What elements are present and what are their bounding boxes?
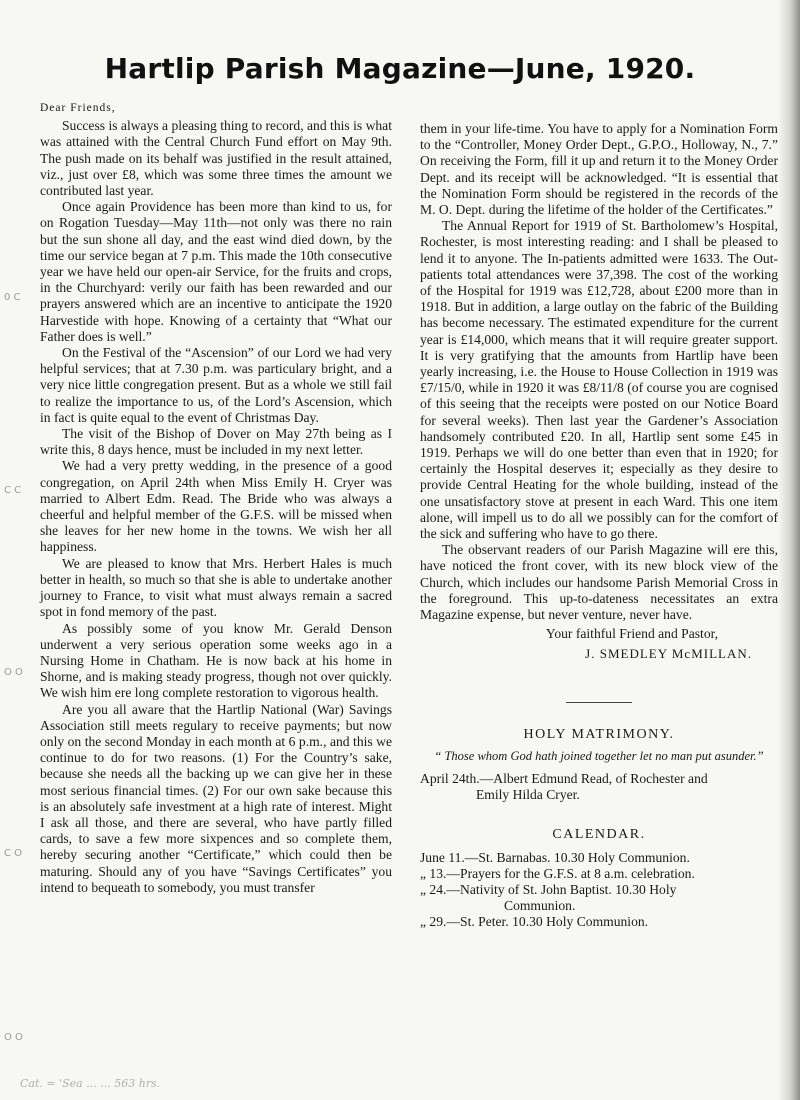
pencil-annotation: Cat. = 'Sea ... ... 563 hrs. [20,1077,161,1090]
signature: J. SMEDLEY McMILLAN. [585,645,752,661]
paragraph-mr-denson: As possibly some of you know Mr. Gerald Denson underwent a very serious operation some weeks ago in a Nursing Home in Chatham. He is now back at his home in Shorne, and is making steady progress, though not over quickly. We wish him ere long complete restoration to vigorous health. [40,620,392,701]
margin-mark: C O [4,848,23,859]
margin-mark: C C [4,485,22,496]
calendar-item-continued: Communion. [504,898,576,914]
matrimony-quote: “ Those whom God hath joined together let no man put asunder.” [434,748,764,763]
paragraph-front-cover: The observant readers of our Parish Magazine will ere this, have noticed the front cover, with its new block view of the Church, which includes our handsome Parish Memorial Cross in the foreground. This up-to-dateness necessitates an extra Magazine expense, but never venture, never have. [420,542,778,623]
closing-line: Your faithful Friend and Pastor, [545,626,718,642]
calendar-item: „ 24.—Nativity of St. John Baptist. 10.30 Holy [420,881,677,897]
calendar-item: „ 13.—Prayers for the G.F.S. at 8 a.m. celebration. [420,865,695,881]
paragraph-savings: Are you all aware that the Hartlip National (War) Savings Association still meets regulary to receive payments; but now only on the second Monday in each month at 6 p.m., and this we continue to do for two reasons. (1) For the Country’s sake, because she needs all the backing up we can give her in these most serious financial times. (2) For our own sake because this is an absolutely safe investment at a high rate of interest. Might I ask all those, and there are several, who have partly filled cards, to save a few more sixpences and so complete them, hereby securing another “Certificate,” which could then be maturing. Should any of you have “Savings Certificates” you intend to bequeath to somebody, you must transfer [40,701,392,895]
paragraph-rogation: Once again Providence has been more than kind to us, for on Rogation Tuesday—May 11th—not only was there no rain but the sun shone all day, and the east wind died down, by the time our service began at 7 p.m. This made the 10th consecutive year we have held our open-air Service, for the fruits and crops, in the Churchyard: verily our faith has been rewarded and our prayers answered which are an incentive to anticipate the 1920 Harvestide with hope. Knowing of a certainty that “What our Father does is well.” [40,199,392,344]
calendar-item: „ 29.—St. Peter. 10.30 Holy Communion. [420,914,649,930]
paragraph-wedding: We had a very pretty wedding, in the presence of a good congregation, on April 24th when Miss Emily H. Cryer was married to Albert Edm. Read. The Bride who was always a cheerful and helpful member of the G.F.S. will be missed when she leaves for her new home in the towns. We wish her all happiness. [40,458,392,555]
calendar-heading: CALENDAR. [552,827,646,843]
margin-mark: O O [4,667,23,678]
margin-mark: O O [4,1032,23,1043]
paragraph-mrs-hales: We are pleased to know that Mrs. Herbert Hales is much better in health, so much so that she is able to undertake another journey to France, to visit what must always remain a sacred spot in fond memory of the past. [40,555,392,620]
salutation: Dear Friends, [40,102,116,114]
page-edge-shadow [778,0,800,1100]
matrimony-entry-continued: Emily Hilda Cryer. [476,787,580,803]
matrimony-entry: April 24th.—Albert Edmund Read, of Rochester and [420,770,708,786]
paragraph-hospital-report: The Annual Report for 1919 of St. Bartholomew’s Hospital, Rochester, is most interesting reading: and I shall be pleased to lend it to anyone. The In-patients admitted were 1633. The Out-patients total attendances were 37,398. The cost of the working of the Hospital for 1919 was £12,728, about £200 more than in 1918. But in addition, a large outlay on the fabric of the Building has become necessary. The estimated expenditure for the current year is £14,000, which means that it will require greater support. It is very gratifying that the amounts from Hartlip have been yearly increasing, i.e. the House to House Collection in 1919 was £7/15/0, while in 1920 it was £8/11/8 (of course you are cognised of this seeing that the receipts were posted on our Notice Board for several weeks). Then last year the Gardener’s Association handsomely contributed £20. In all, Hartlip sent some £45 in 1919. Perhaps we will do one better than even that in 1920; for certainly the Hospital deserves it; especially as they desire to provide Central Heating for the whole building, instead of the one unsatisfactory stove at present in each Ward. This one item alone, will impell us to do all we possibly can for the comfort of the sick and suffering who have to go there. [420,218,778,542]
paragraph-bishop-visit: The visit of the Bishop of Dover on May 27th being as I write this, 8 days hence, must be included in my next letter. [40,426,392,458]
margin-mark: 0 C [4,292,21,303]
magazine-title: Hartlip Parish Magazine—June, 1920. [104,52,696,85]
section-divider [566,702,632,703]
paragraph-savings-continued: them in your life-time. You have to apply for a Nomination Form to the “Controller, Money Order Dept., G.P.O., Holloway, N., 7.” On receiving the Form, fill it up and return it to the Money Order Dept. and its receipt will be acknowledged. “It is essential that the Nomination Form should be registered in the records of the M. O. Dept. during the lifetime of the holder of the Certificates.” [420,121,778,218]
calendar-item: June 11.—St. Barnabas. 10.30 Holy Communion. [420,849,690,865]
paragraph-ascension: On the Festival of the “Ascension” of our Lord we had very helpful services; that at 7.30 p.m. was particulary bright, and a very nice little congregation present. But as a whole we still fail to realize the importance to us, of the Lord’s Ascension, which in fact is quite equal to the event of Christmas Day. [40,345,392,425]
right-column [420,121,778,931]
paragraph-church-fund: Success is always a pleasing thing to record, and this is what was attained with the Central Church Fund effort on May 9th. The push made on its behalf was justified in the result attained, viz., just over £8, which was some three times the amount we contributed last year. [40,118,392,199]
left-column [40,100,392,896]
matrimony-heading: HOLY MATRIMONY. [523,726,675,742]
